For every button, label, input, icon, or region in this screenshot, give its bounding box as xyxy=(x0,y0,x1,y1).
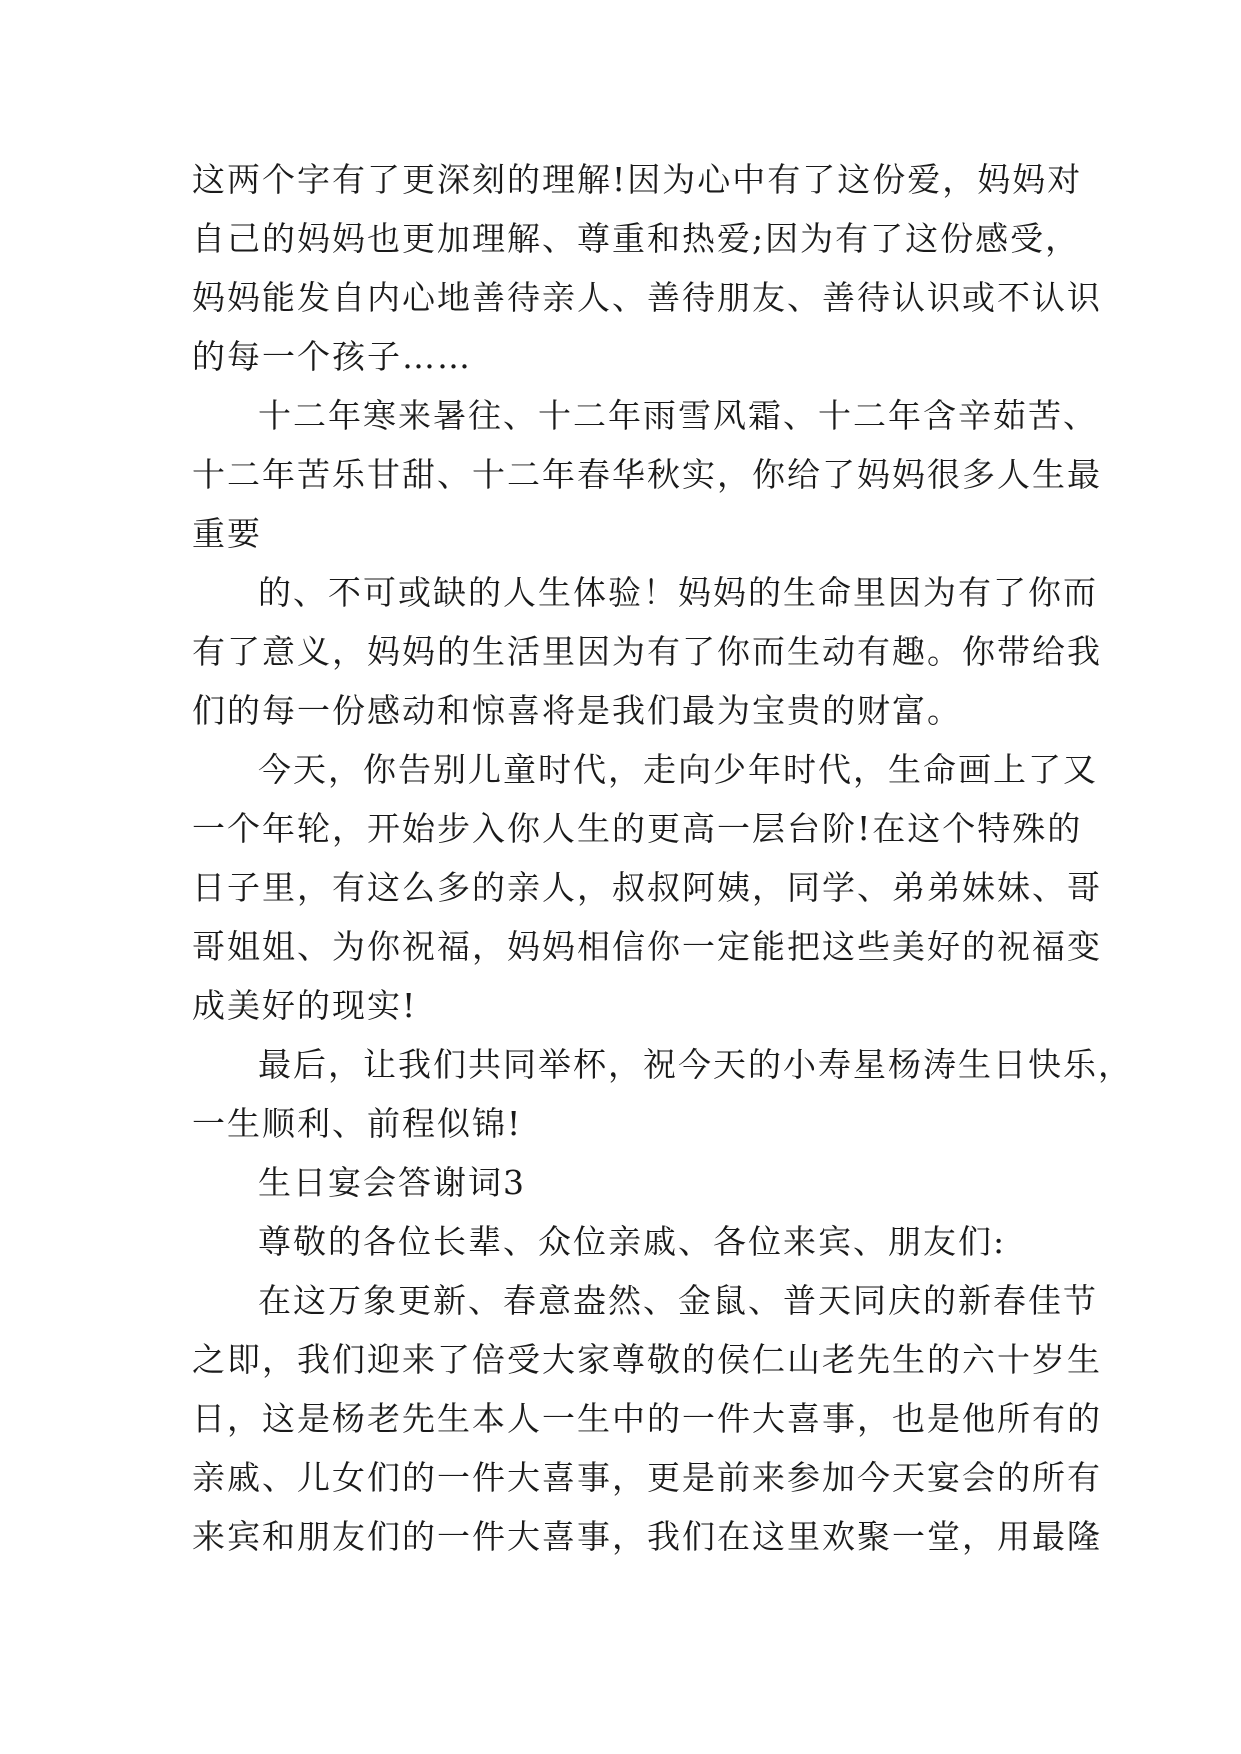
text-line: 日子里，有这么多的亲人，叔叔阿姨，同学、弟弟妹妹、哥 xyxy=(192,868,1102,907)
text-line: 重要 xyxy=(192,514,262,553)
document-body xyxy=(192,150,1133,1566)
text-line: 在这万象更新、春意盎然、金鼠、普天同庆的新春佳节 xyxy=(258,1281,1098,1320)
text-line: 十二年苦乐甘甜、十二年春华秋实，你给了妈妈很多人生最 xyxy=(192,455,1102,494)
text-line: 一个年轮，开始步入你人生的更高一层台阶!在这个特殊的 xyxy=(192,809,1083,848)
text-line: 哥姐姐、为你祝福，妈妈相信你一定能把这些美好的祝福变 xyxy=(192,927,1102,966)
text-line: 妈妈能发自内心地善待亲人、善待朋友、善待认识或不认识 xyxy=(192,278,1102,317)
text-line: 成美好的现实! xyxy=(192,986,418,1025)
text-line: 这两个字有了更深刻的理解!因为心中有了这份爱，妈妈对 xyxy=(192,160,1083,199)
text-line: 十二年寒来暑往、十二年雨雪风霜、十二年含辛茹苦、 xyxy=(258,396,1098,435)
text-line: 自己的妈妈也更加理解、尊重和热爱;因为有了这份感受， xyxy=(192,219,1081,258)
text-line: 们的每一份感动和惊喜将是我们最为宝贵的财富。 xyxy=(192,691,962,730)
text-line: 的、不可或缺的人生体验！妈妈的生命里因为有了你而 xyxy=(258,573,1098,612)
text-line: 亲戚、儿女们的一件大喜事，更是前来参加今天宴会的所有 xyxy=(192,1458,1102,1497)
section-heading: 生日宴会答谢词3 xyxy=(258,1163,526,1202)
text-line: 的每一个孩子…… xyxy=(192,337,472,376)
text-line: 日，这是杨老先生本人一生中的一件大喜事，也是他所有的 xyxy=(192,1399,1102,1438)
text-line: 最后，让我们共同举杯，祝今天的小寿星杨涛生日快乐， xyxy=(258,1045,1133,1084)
text-line: 来宾和朋友们的一件大喜事，我们在这里欢聚一堂，用最隆 xyxy=(192,1517,1102,1556)
text-line: 之即，我们迎来了倍受大家尊敬的侯仁山老先生的六十岁生 xyxy=(192,1340,1102,1379)
salutation: 尊敬的各位长辈、众位亲戚、各位来宾、朋友们: xyxy=(258,1222,1007,1261)
text-line: 一生顺利、前程似锦! xyxy=(192,1104,523,1143)
text-line: 今天，你告别儿童时代，走向少年时代，生命画上了又 xyxy=(258,750,1098,789)
text-line: 有了意义，妈妈的生活里因为有了你而生动有趣。你带给我 xyxy=(192,632,1102,671)
